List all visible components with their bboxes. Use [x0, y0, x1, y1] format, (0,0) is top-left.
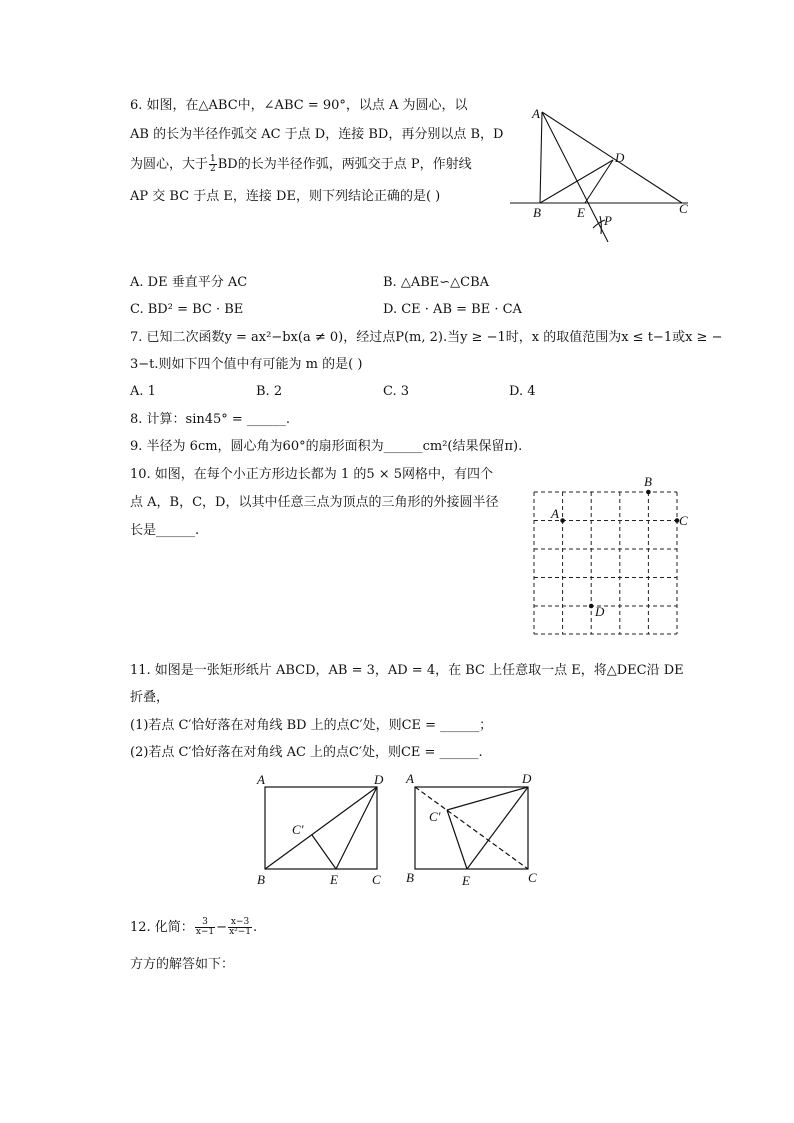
fraction-1-num: 3	[195, 918, 215, 928]
q11-rectangle-figure-2	[400, 768, 550, 890]
label-d: D	[615, 150, 625, 165]
fraction-2	[228, 918, 252, 937]
grid-label-a: A	[551, 506, 559, 521]
fig1-label-b: B	[257, 872, 265, 887]
q6-choice-a: A. DE 垂直平分 AC	[130, 275, 248, 290]
fig1-label-e: E	[330, 872, 338, 887]
grid-label-c: C	[679, 513, 688, 528]
q12-prefix: 12. 化简：	[130, 920, 194, 935]
half-fraction	[209, 155, 217, 174]
q6-line-3-end: BD的长为半径作弧，两弧交于点 P，作射线	[217, 157, 472, 172]
q12-suffix: .	[253, 920, 258, 935]
point-a	[560, 518, 565, 523]
point-b	[646, 490, 651, 495]
fold-ec	[312, 835, 336, 869]
q12-line-2: 方方的解答如下：	[130, 957, 235, 972]
arc-mark	[600, 216, 601, 234]
q6-line-3	[130, 155, 472, 174]
half-fraction-num: 1	[210, 154, 216, 164]
line-bd	[540, 160, 613, 203]
q7-choice-c: C. 3	[383, 384, 410, 399]
fraction-1-den: x−1	[195, 927, 215, 937]
q10-line-3: 长是______.	[130, 523, 200, 538]
label-c: C	[679, 201, 688, 216]
q11-line-3: (1)若点 C′恰好落在对角线 BD 上的点C′处，则CE = ______；	[130, 718, 493, 733]
fig2-label-c: C	[528, 870, 537, 885]
fold-ec-prime	[447, 810, 467, 869]
label-a: A	[532, 106, 540, 121]
fig1-label-c: C	[372, 872, 381, 887]
q6-line-3-start: 为圆心，大于	[130, 157, 209, 172]
fraction-2-num: x−3	[228, 918, 252, 928]
q10-line-2: 点 A，B，C，D，以其中任意三点为顶点的三角形的外接圆半径	[130, 495, 499, 510]
q6-choice-c: C. BD² = BC · BE	[130, 302, 244, 317]
q10-line-1: 10. 如图，在每个小正方形边长都为 1 的5 × 5网格中，有四个	[130, 467, 494, 482]
fold-dc-prime	[447, 787, 528, 810]
fraction-2-den: x²−1	[229, 927, 252, 937]
fold-de	[467, 787, 528, 869]
grid-label-b: B	[644, 474, 652, 489]
q11-line-2: 折叠，	[130, 690, 170, 705]
grid-label-d: D	[595, 604, 605, 619]
fig2-label-e: E	[462, 873, 470, 888]
label-e: E	[577, 205, 585, 220]
fig1-label-cprime: C′	[292, 822, 304, 837]
q12-line-1	[130, 918, 257, 937]
diagonal-ac	[415, 787, 528, 869]
fold-de	[336, 787, 377, 869]
q11-line-4: (2)若点 C′恰好落在对角线 AC 上的点C′处，则CE = ______.	[130, 745, 483, 760]
fig1-label-d: D	[374, 772, 384, 787]
q11-rectangle-figure-1	[250, 768, 395, 890]
minus-sign: −	[216, 920, 228, 935]
label-b: B	[533, 205, 541, 220]
q6-line-1: 6. 如图，在△ABC中，∠ABC = 90°，以点 A 为圆心，以	[130, 98, 468, 113]
q7-line-1: 7. 已知二次函数y = ax²−bx(a ≠ 0)，经过点P(m, 2).当y ≥ −1时，x 的取值范围为x ≤ t−1或x ≥ −	[130, 330, 723, 345]
q6-choice-d: D. CE · AB = BE · CA	[383, 302, 522, 317]
fig2-label-cprime: C′	[429, 809, 441, 824]
q6-line-2: AB 的长为半径作弧交 AC 于点 D，连接 BD，再分别以点 B，D	[130, 127, 504, 142]
fig2-label-d: D	[522, 771, 532, 786]
fig2-label-b: B	[406, 870, 414, 885]
line-de	[585, 160, 613, 203]
q7-line-2: 3−t.则如下四个值中有可能为 m 的是( )	[130, 357, 363, 372]
q8-text: 8. 计算：sin45° = ______.	[130, 412, 291, 427]
q10-grid-figure	[530, 474, 695, 640]
q7-choice-a: A. 1	[130, 384, 156, 399]
q9-text: 9. 半径为 6cm，圆心角为60°的扇形面积为______cm²(结果保留π).	[130, 439, 523, 454]
q11-line-1: 11. 如图是一张矩形纸片 ABCD，AB = 3，AD = 4，在 BC 上任意取一点 E，将△DEC沿 DE	[130, 663, 684, 678]
q6-line-4: AP 交 BC 于点 E，连接 DE，则下列结论正确的是( )	[130, 189, 441, 204]
fig2-label-a: A	[406, 771, 414, 786]
label-p: P	[604, 213, 612, 228]
diagonal-bd	[265, 787, 377, 869]
point-d	[589, 604, 594, 609]
half-fraction-den: 2	[210, 164, 216, 174]
q6-choice-b: B. △ABE∽△CBA	[383, 275, 490, 290]
q7-choice-b: B. 2	[256, 384, 283, 399]
q7-choice-d: D. 4	[509, 384, 536, 399]
ray-ap	[542, 112, 608, 242]
fraction-1	[195, 918, 215, 937]
q6-triangle-figure	[505, 100, 700, 250]
fig1-label-a: A	[257, 772, 265, 787]
line-ab	[540, 112, 542, 203]
